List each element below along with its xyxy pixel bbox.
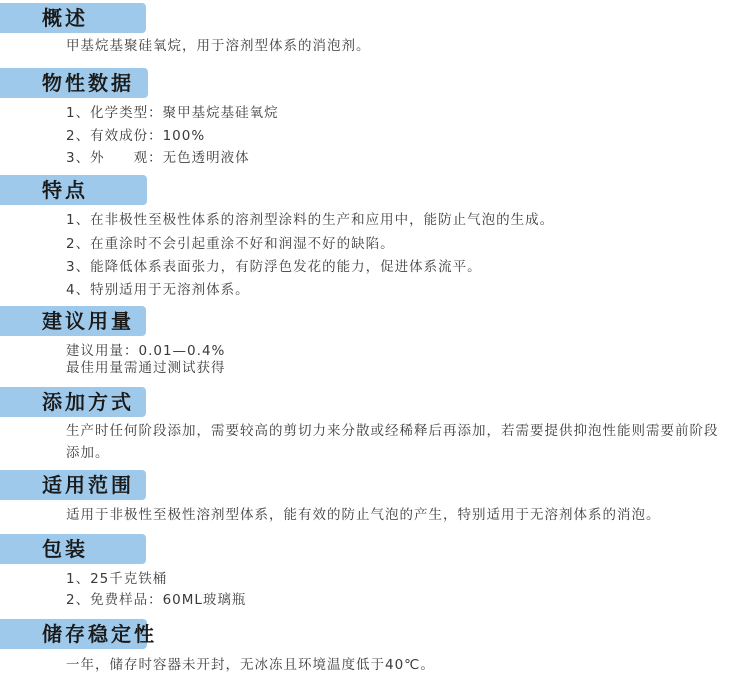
section-text: 适用于非极性至极性溶剂型体系，能有效的防止气泡的产生，特别适用于无溶剂体系的消泡。	[66, 507, 661, 523]
list-item: 2、有效成份：100%	[66, 128, 206, 144]
section-heading: 包装	[0, 534, 146, 564]
section-heading: 适用范围	[0, 470, 146, 500]
section-text: 生产时任何阶段添加，需要较高的剪切力来分散或经稀释后再添加，若需要提供抑泡性能则需要前阶段添加。	[66, 423, 719, 461]
section-text: 一年，储存时容器未开封，无冰冻且环境温度低于40℃。	[66, 657, 435, 673]
list-item: 1、在非极性至极性体系的溶剂型涂料的生产和应用中，能防止气泡的生成。	[66, 212, 555, 228]
section-heading: 储存稳定性	[0, 619, 147, 649]
section-text: 最佳用量需通过测试获得	[66, 360, 226, 376]
list-item: 2、免费样品：60ML玻璃瓶	[66, 592, 247, 608]
list-item: 2、在重涂时不会引起重涂不好和润湿不好的缺陷。	[66, 236, 395, 252]
section-text: 甲基烷基聚硅氧烷，用于溶剂型体系的消泡剂。	[66, 38, 371, 54]
section-text: 建议用量：0.01—0.4%	[66, 343, 226, 359]
section-heading: 特点	[0, 175, 147, 205]
section-heading: 物性数据	[0, 68, 148, 98]
list-item: 1、化学类型：聚甲基烷基硅氧烷	[66, 105, 279, 121]
section-heading: 建议用量	[0, 306, 146, 336]
list-item: 3、能降低体系表面张力，有防浮色发花的能力，促进体系流平。	[66, 259, 482, 275]
section-heading: 概述	[0, 3, 146, 33]
list-item: 3、外 观：无色透明液体	[66, 150, 250, 166]
list-item: 4、特别适用于无溶剂体系。	[66, 282, 250, 298]
section-heading: 添加方式	[0, 387, 146, 417]
list-item: 1、25千克铁桶	[66, 571, 168, 587]
